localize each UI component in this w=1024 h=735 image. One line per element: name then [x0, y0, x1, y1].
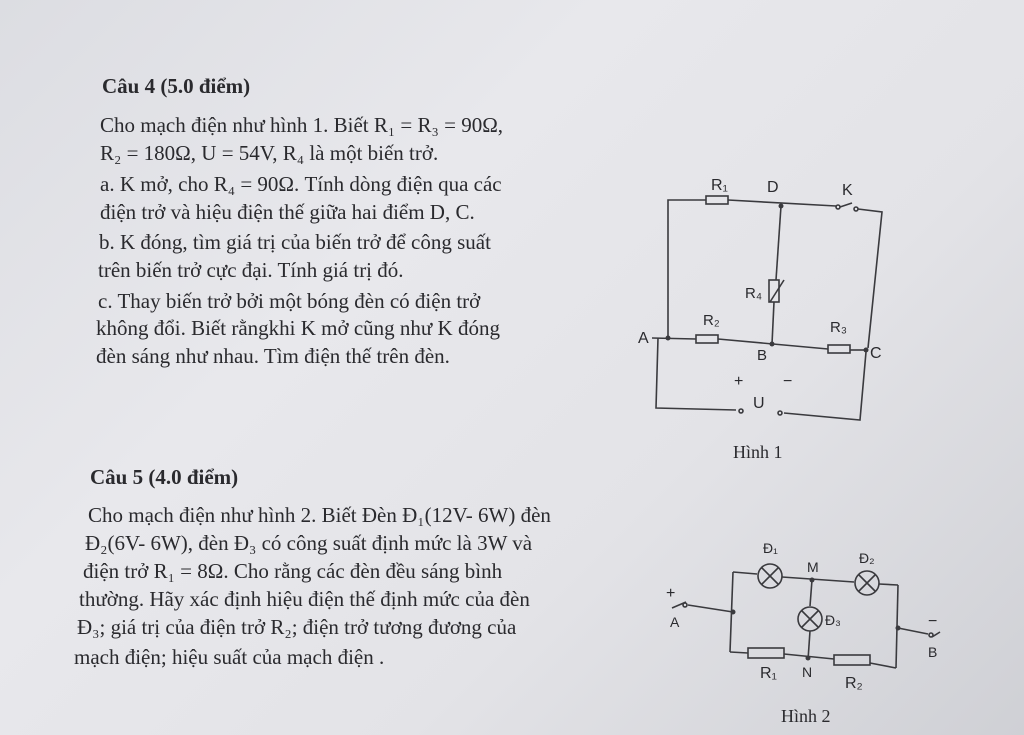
fig1-label-u: U — [753, 395, 765, 412]
fig2-caption: Hình 2 — [781, 706, 831, 726]
q4-line: trên biến trở cực đại. Tính giá trị đó. — [98, 258, 404, 282]
q4-line: b. K đóng, tìm giá trị của biến trở để công suất — [99, 230, 491, 254]
fig2-label-b: B — [928, 644, 938, 660]
fig2-label-d2: Đ₂ — [859, 550, 875, 566]
fig2-label-r2: R₂ — [845, 675, 863, 692]
fig2-label-n: N — [802, 664, 813, 680]
fig1-label-r4: R₄ — [745, 285, 762, 302]
fig2-label-a: A — [670, 614, 680, 630]
q5-line: Đ₃; giá trị của điện trở R₂; điện trở tương đương của — [77, 615, 517, 639]
q5-line: mạch điện; hiệu suất của mạch điện . — [74, 645, 385, 669]
fig1-label-k: K — [842, 182, 853, 199]
fig1-caption: Hình 1 — [733, 442, 783, 462]
fig2-label-d1: Đ₁ — [763, 540, 778, 556]
q4-line: không đổi. Biết rằngkhi K mở cũng như K đóng — [96, 316, 500, 340]
fig1-label-r3: R₃ — [830, 319, 847, 336]
q4-line: đèn sáng như nhau. Tìm điện thế trên đèn. — [96, 344, 450, 368]
q5-line: điện trở R₁ = 8Ω. Cho rằng các đèn đều sáng bình — [83, 559, 503, 583]
q4-heading: Câu 4 (5.0 điểm) — [102, 74, 251, 98]
q5-line: thường. Hãy xác định hiệu điện thế định mức của đèn — [79, 587, 530, 611]
fig2-label-minus: − — [928, 613, 938, 630]
q4-line: R₂ = 180Ω, U = 54V, R₄ là một biến trở. — [100, 141, 439, 165]
q4-line: c. Thay biến trở bởi một bóng đèn có điện trở — [98, 289, 481, 313]
q5-line: Cho mạch điện như hình 2. Biết Đèn Đ₁(12V- 6W) đèn — [88, 503, 551, 527]
fig1-label-c: C — [870, 345, 882, 362]
fig1-label-b: B — [757, 347, 768, 364]
fig2-label-d3: Đ₃ — [825, 612, 841, 628]
fig1-label-a: A — [638, 330, 649, 347]
q4-line: điện trở và hiệu điện thế giữa hai điểm D, C. — [100, 200, 475, 224]
fig1-label-r1: R₁ — [711, 177, 728, 194]
q5-heading: Câu 5 (4.0 điểm) — [90, 465, 239, 489]
q4-line: Cho mạch điện như hình 1. Biết R₁ = R₃ = 90Ω, — [100, 113, 504, 137]
fig2-label-m: M — [807, 559, 819, 575]
fig2-label-plus: + — [666, 585, 676, 602]
fig1-label-plus: + — [734, 373, 744, 390]
fig1-label-minus: − — [783, 373, 793, 390]
fig1-label-d: D — [767, 179, 779, 196]
fig2-label-r1: R₁ — [760, 665, 777, 682]
q4-line: a. K mở, cho R₄ = 90Ω. Tính dòng điện qua các — [100, 172, 502, 196]
q5-line: Đ₂(6V- 6W), đèn Đ₃ có công suất định mức là 3W và — [85, 531, 533, 555]
fig1-label-r2: R₂ — [703, 312, 720, 329]
